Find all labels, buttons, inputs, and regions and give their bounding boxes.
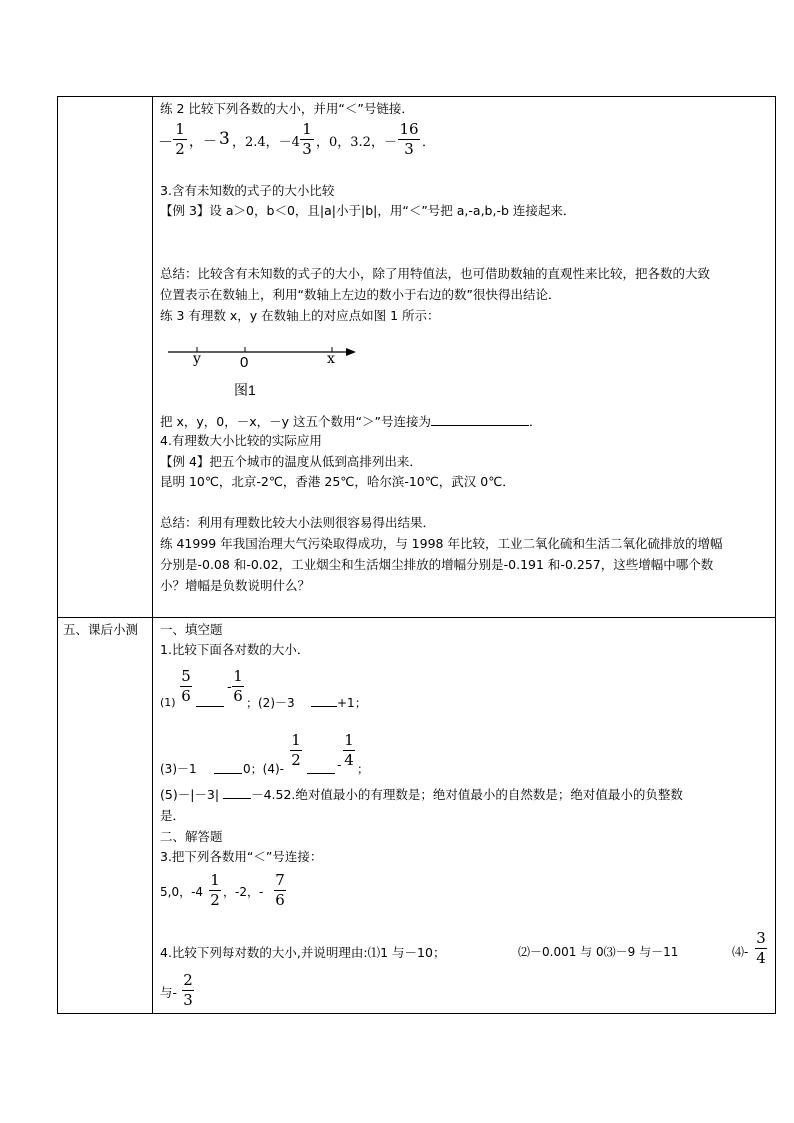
practice2-seq-minus1: － bbox=[158, 133, 174, 151]
column-divider bbox=[152, 96, 153, 1014]
fill-heading: 一、填空题 bbox=[160, 622, 223, 637]
q1-part3: (3)－1 bbox=[160, 762, 197, 776]
summary4-text: 总结：利用有理数比较大小法则很容易得出结果． bbox=[160, 515, 436, 530]
q1-part4-end: ； bbox=[357, 762, 370, 776]
figure-caption: 图1 bbox=[234, 382, 256, 398]
topic4-heading: 4.有理数大小比较的实际应用 bbox=[160, 433, 322, 448]
fraction-1-4: 1 4 bbox=[344, 731, 354, 769]
q1-part2-end: +1； bbox=[337, 696, 367, 710]
practice2-seq-sep1: ，－ bbox=[189, 134, 217, 150]
q1-part5: (5)－|－3| －4.52.绝对值最小的有理数是；绝对值最小的自然数是；绝对值最小的负整数 bbox=[160, 787, 683, 802]
quiz-q4-part4: ⑷- bbox=[732, 945, 749, 959]
fraction-1-2: 1 2 bbox=[173, 122, 187, 157]
practice2-seq-three: 3 bbox=[219, 129, 230, 149]
fraction-3-4: 3 4 bbox=[756, 929, 766, 967]
summary3-line2: 位置表示在数轴上，利用“数轴上左边的数小于右边的数”很快得出结论． bbox=[160, 287, 561, 302]
q1-blank4[interactable] bbox=[307, 760, 335, 774]
q1-neg1: - bbox=[227, 679, 232, 695]
row-divider bbox=[57, 617, 776, 618]
practice4-line2: 分别是-0.08 和-0.02，工业烟尘和生活烟尘排放的增幅分别是-0.191 和-0.257，这些增幅中哪个数 bbox=[160, 557, 714, 572]
fraction-1-2-b: 1 2 bbox=[291, 731, 301, 769]
quiz-q4-with: 与- bbox=[160, 985, 178, 1000]
practice2-seq-sep3: ，0，3.2，－ bbox=[316, 135, 397, 150]
quiz-q4-parts: ⑵－0.001 与 0⑶－9 与－11 bbox=[518, 945, 679, 959]
fraction-1-3: 1 3 bbox=[300, 122, 314, 157]
quiz-q1: 1.比较下面各对数的大小． bbox=[160, 642, 310, 657]
example3-text: 【例 3】设 a＞0，b＜0，且|a|小于|b|，用“＜”号把 a,-a,b,-b 连接起来． bbox=[160, 203, 576, 218]
practice2-seq-end: ． bbox=[422, 135, 436, 150]
axis-label-y: y bbox=[193, 351, 201, 367]
example4-text: 【例 4】把五个城市的温度从低到高排列出来． bbox=[160, 454, 422, 469]
q3-seq-mid: ，-2，- bbox=[223, 885, 264, 899]
number-line-arrow bbox=[346, 348, 356, 356]
fraction-16-3: 16 3 bbox=[399, 120, 419, 158]
q1-neg4: - bbox=[337, 758, 342, 773]
practice4-line3: 小？增幅是负数说明什么？ bbox=[160, 578, 311, 593]
q1-blank2[interactable] bbox=[311, 694, 337, 707]
q1-blank3[interactable] bbox=[214, 760, 242, 774]
q1-blank1[interactable] bbox=[196, 694, 224, 707]
quiz-q3: 3.把下列各数用“＜”号连接： bbox=[160, 849, 323, 864]
topic3-heading: 3.含有未知数的式子的大小比较 bbox=[160, 183, 335, 198]
fraction-5-6: 5 6 bbox=[181, 667, 191, 705]
answer-blank[interactable] bbox=[431, 425, 529, 426]
fraction-1-6: 1 6 bbox=[233, 667, 243, 705]
summary3-line1: 总结：比较含有未知数的式子的大小，除了用特值法，也可借助数轴的直观性来比较，把各数的大致 bbox=[160, 266, 711, 281]
axis-label-x: x bbox=[327, 351, 335, 367]
number-line-figure bbox=[160, 338, 370, 398]
quiz-q4: 4.比较下列每对数的大小,并说明理由:⑴1 与－10； bbox=[160, 945, 446, 960]
practice4-line1: 练 41999 年我国治理大气污染取得成功，与 1998 年比较，工业二氧化硫和生活二氧化硫排放的增幅 bbox=[160, 536, 723, 551]
practice2-title: 练 2 比较下列各数的大小，并用“＜”号链接． bbox=[160, 101, 414, 116]
section5-label: 五、课后小测 bbox=[63, 622, 139, 637]
q1-part3-end: 0；(4)- bbox=[243, 762, 284, 776]
q1-part5-tail: 是． bbox=[160, 808, 186, 823]
table-outline bbox=[57, 96, 776, 1014]
practice2-seq-sep2: ，2.4，－4 bbox=[232, 135, 300, 150]
fraction-q3-1-2: 1 2 bbox=[210, 871, 220, 909]
q3-seq-start: 5,0，-4 bbox=[160, 885, 204, 899]
answer-heading: 二、解答题 bbox=[160, 829, 223, 844]
q1-part1-label: (1) bbox=[160, 696, 176, 709]
axis-label-zero: 0 bbox=[240, 354, 249, 371]
fraction-q3-7-6: 7 6 bbox=[275, 871, 285, 909]
city-temperatures: 昆明 10℃，北京-2℃，香港 25℃，哈尔滨-10℃，武汉 0℃． bbox=[160, 474, 515, 489]
q1-part2: ；(2)－3 bbox=[246, 696, 295, 710]
practice3-connect: 把 x，y，0，－x，－y 这五个数用“＞”号连接为 ． bbox=[160, 414, 542, 429]
q1-blank5[interactable] bbox=[223, 798, 251, 799]
fraction-2-3: 2 3 bbox=[183, 971, 193, 1009]
practice3-text: 练 3 有理数 x，y 在数轴上的对应点如图 1 所示： bbox=[160, 308, 440, 323]
